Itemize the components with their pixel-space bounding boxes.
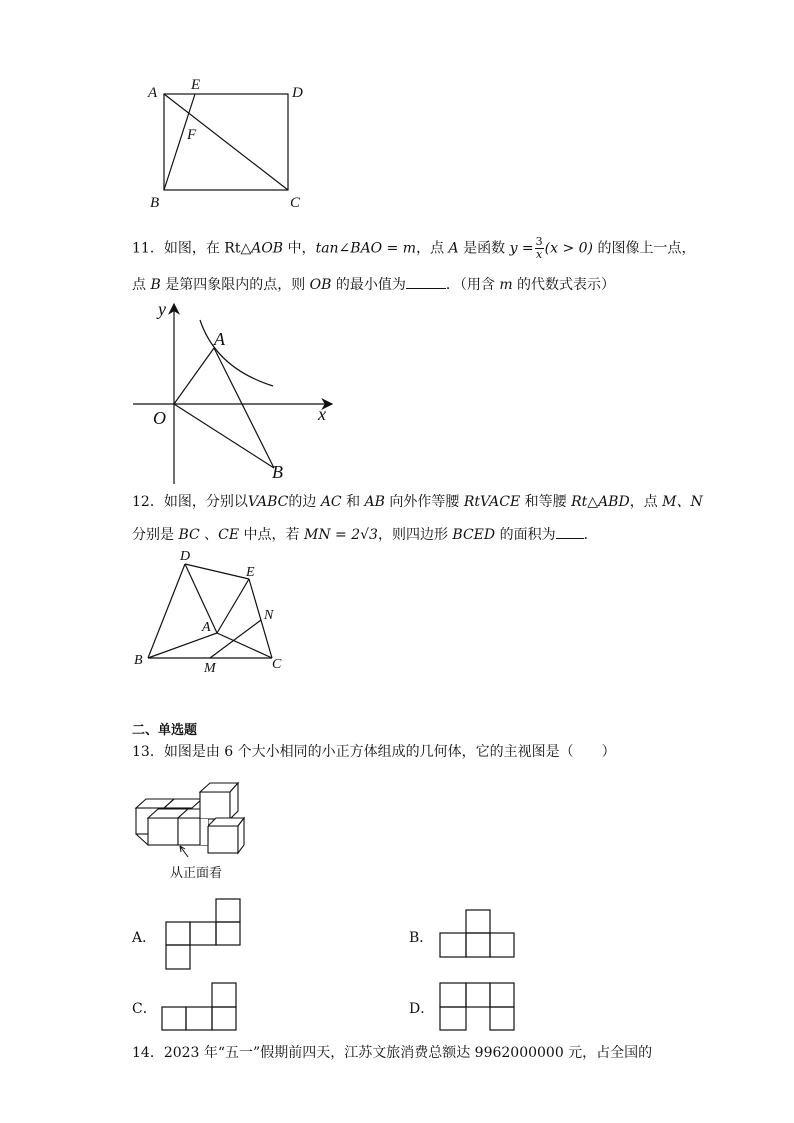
segment-ac xyxy=(217,633,272,658)
q12-text: 的面积为 xyxy=(495,527,556,543)
option-c-view[interactable] xyxy=(160,981,238,1033)
q11-text: 的代数式表示） xyxy=(512,277,616,293)
q11-text: ，点 xyxy=(416,240,449,257)
option-d-label[interactable]: D． xyxy=(409,1001,435,1017)
q13-stem: 13．如图是由 6 个大小相同的小正方体组成的几何体，它的主视图是（ ） xyxy=(132,744,616,760)
q11-text: 点 xyxy=(132,277,151,293)
cube-front-1 xyxy=(148,818,178,845)
segment-oa xyxy=(174,348,214,404)
q12-answer-blank[interactable] xyxy=(556,524,584,539)
q11-segment-ob: OB xyxy=(309,277,332,293)
q11-line2 xyxy=(132,274,615,295)
label-b: B xyxy=(150,195,160,211)
edge xyxy=(136,834,148,845)
q12-points-mn: M、N xyxy=(662,494,703,510)
q11-number: 11． xyxy=(132,240,164,257)
label-a: A xyxy=(214,329,225,349)
label-m: M xyxy=(204,661,216,676)
cube-stack-figure xyxy=(130,775,255,857)
label-y: y xyxy=(158,299,166,319)
label-e: E xyxy=(191,77,201,93)
q12-text: 和等腰 xyxy=(520,494,572,510)
q12-line2 xyxy=(132,524,598,545)
option-d-view[interactable] xyxy=(438,981,516,1033)
label-a: A xyxy=(148,85,158,101)
label-n: N xyxy=(264,608,274,623)
label-o: O xyxy=(153,408,166,428)
fraction-numerator: 3 xyxy=(535,235,543,248)
option-a-view[interactable] xyxy=(164,898,242,972)
q12-text: 和 xyxy=(341,494,365,510)
label-d: D xyxy=(180,549,191,564)
label-c: C xyxy=(290,195,301,211)
label-b: B xyxy=(134,653,143,668)
q11-text: 的图像上一点， xyxy=(593,240,696,257)
q11-triangle: △AOB xyxy=(240,240,284,257)
q12-number: 12． xyxy=(132,494,164,510)
view-caption: 从正面看 xyxy=(170,866,223,881)
q12-text: 的边 xyxy=(288,494,321,510)
q11-function-y: y = xyxy=(509,240,534,257)
q12-triangle-abd: Rt△ABD xyxy=(571,494,630,510)
q12-line1 xyxy=(132,492,703,512)
label-x: x xyxy=(318,404,326,424)
q11-text: 的最小值为 xyxy=(331,277,406,293)
q11-text: 是第四象限内的点，则 xyxy=(160,277,310,293)
segment-bd xyxy=(148,564,185,658)
q12-triangle-ace: RtVACE xyxy=(463,494,521,510)
q11-point-a: A xyxy=(448,240,459,257)
segment-ba xyxy=(148,633,217,658)
q12-triangle-abc: VABC xyxy=(247,494,289,510)
q12-text: 中点，若 xyxy=(239,527,305,543)
q12-text: ，则四边形 xyxy=(377,527,453,543)
q11-line1 xyxy=(132,236,695,261)
q11-text: ．（用含 xyxy=(445,277,500,293)
segment-mn xyxy=(210,620,261,658)
q12-side-ce: CE xyxy=(218,527,240,543)
q11-answer-blank[interactable] xyxy=(406,274,446,289)
option-a-label[interactable]: A． xyxy=(132,930,157,946)
label-f: F xyxy=(187,127,197,143)
option-b-view[interactable] xyxy=(438,908,516,960)
rectangle-figure xyxy=(140,72,320,217)
q12-text: 、 xyxy=(199,527,219,543)
cube-back-2-top xyxy=(164,799,202,808)
q12-text: 分别是 xyxy=(132,527,179,543)
fraction-denominator: x xyxy=(536,248,543,261)
coordinate-figure xyxy=(128,296,348,490)
option-b-label[interactable]: B． xyxy=(409,930,434,946)
diagonal-ac xyxy=(164,94,288,190)
label-b: B xyxy=(272,462,283,482)
q11-variable-m: m xyxy=(499,277,513,293)
q12-side-ac: AC xyxy=(320,494,342,510)
q12-quadrilateral: BCED xyxy=(452,527,496,543)
cube-right-front xyxy=(208,826,238,853)
segment-da xyxy=(185,564,217,633)
option-c-label[interactable]: C． xyxy=(132,1001,157,1017)
q11-text: 是函数 xyxy=(458,240,510,257)
q11-fraction xyxy=(535,236,544,261)
q12-mn-equation: MN = 2√3 xyxy=(304,527,378,543)
cube-upper xyxy=(200,792,230,819)
label-e: E xyxy=(246,565,255,580)
q12-text: 如图，分别以 xyxy=(163,494,248,510)
segment-ob xyxy=(174,404,274,468)
q12-side-bc: BC xyxy=(178,527,200,543)
q11-point-b: B xyxy=(150,277,161,293)
label-c: C xyxy=(272,657,282,672)
segment-de xyxy=(185,564,249,579)
label-d: D xyxy=(292,85,303,101)
segment-ab xyxy=(214,348,274,468)
cube-gap xyxy=(200,819,208,845)
section-header: 二、单选题 xyxy=(132,723,198,738)
q11-tan-expression: tan∠BAO = m xyxy=(315,240,417,257)
q14-stem: 14．2023 年“五一”假期前四天，江苏文旅消费总额达 9962000000 元，占全国的 xyxy=(132,1045,653,1061)
quadrilateral-figure xyxy=(128,546,293,676)
label-a: A xyxy=(202,620,211,635)
q12-text: ． xyxy=(583,527,598,543)
segment-ae xyxy=(217,579,249,633)
q11-text: 中， xyxy=(283,240,316,257)
q12-side-ab: AB xyxy=(364,494,385,510)
q11-domain-condition: (x > 0) xyxy=(544,240,594,257)
q11-text: 如图，在 xyxy=(163,240,225,257)
q11-rt: Rt xyxy=(224,240,241,257)
q12-text: ，点 xyxy=(629,494,663,510)
q12-text: 向外作等腰 xyxy=(384,494,464,510)
